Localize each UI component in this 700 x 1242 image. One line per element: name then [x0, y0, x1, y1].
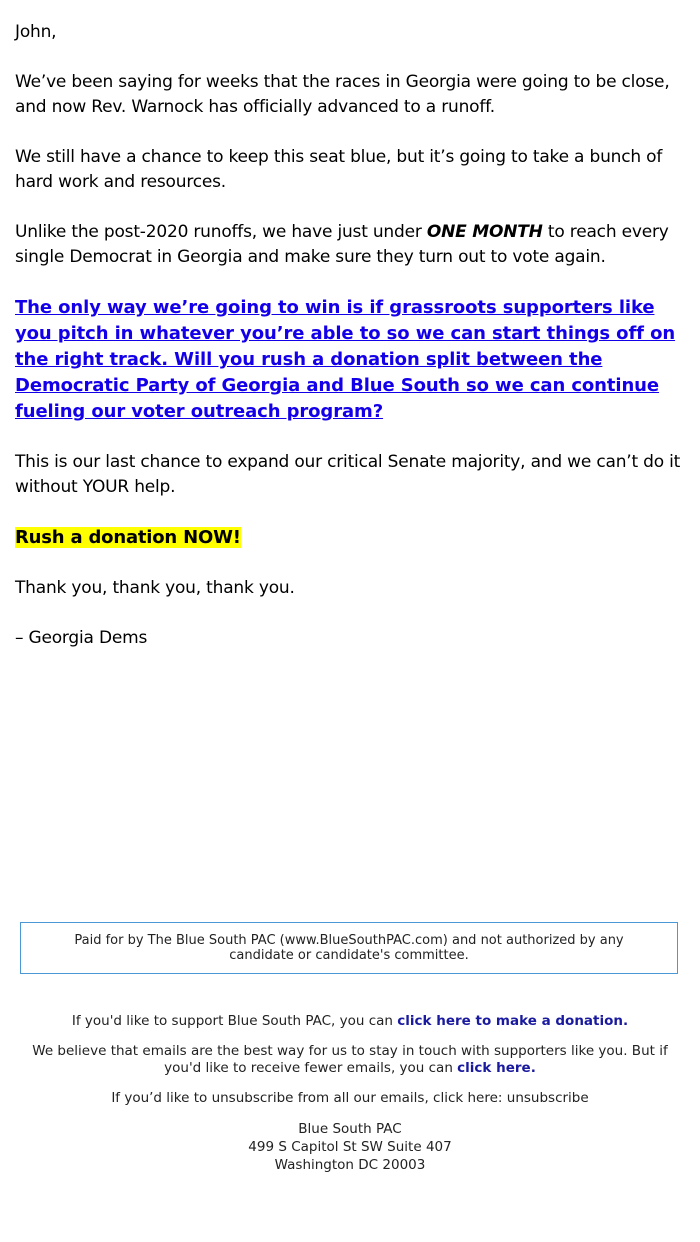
disclaimer-text: Paid for by The Blue South PAC (www.BlueSouthPAC.com) and not authorized by any candidate or candidate's committee.: [74, 933, 624, 963]
email-body: [15, 20, 685, 676]
unsubscribe-link[interactable]: unsubscribe: [506, 1090, 589, 1106]
thanks-line: Thank you, thank you, thank you.: [15, 578, 295, 598]
make-donation-link[interactable]: click here to make a donation.: [397, 1013, 629, 1029]
paid-for-disclaimer: [20, 922, 678, 974]
fewer-emails-text: We believe that emails are the best way for us to stay in touch with supporters like you. But if you'd like to receive fewer emails, you can: [32, 1043, 668, 1076]
mailing-address: [20, 1120, 680, 1174]
support-line: [20, 1013, 680, 1030]
rush-donation-highlight: Rush a donation NOW!: [15, 527, 241, 548]
paragraph-one-month-start: Unlike the post-2020 runoffs, we have just under: [15, 222, 427, 242]
paragraph-keep-seat-blue: We still have a chance to keep this seat blue, but it’s going to take a bunch of hard work and resources.: [15, 147, 663, 192]
paragraph-runoff: We’ve been saying for weeks that the races in Georgia were going to be close, and now Rev. Warnock has officially advanced to a runoff.: [15, 72, 670, 117]
unsubscribe-text: If you’d like to unsubscribe from all our emails, click here:: [111, 1090, 507, 1106]
paragraph-one-month-end: to reach every single Democrat in Georgia and make sure they turn out to vote again.: [15, 222, 669, 267]
org-name: Blue South PAC: [298, 1121, 402, 1137]
fewer-emails-link[interactable]: click here.: [457, 1060, 536, 1076]
paragraph-one-month: [15, 220, 685, 270]
support-text: If you'd like to support Blue South PAC, you can: [71, 1013, 398, 1029]
one-month-emphasis: ONE MONTH: [426, 222, 543, 242]
paragraph-senate-majority: This is our last chance to expand our critical Senate majority, and we can’t do it without YOUR help.: [15, 452, 681, 497]
unsubscribe-line: [20, 1090, 680, 1107]
greeting: John,: [15, 22, 57, 42]
cta-paragraph: [15, 295, 685, 425]
email-footer: [20, 1013, 680, 1174]
fewer-emails-line: [20, 1043, 680, 1077]
address-street: 499 S Capitol St SW Suite 407: [248, 1139, 452, 1155]
rush-donation-paragraph: [15, 525, 685, 551]
signature: – Georgia Dems: [15, 628, 148, 648]
address-city: Washington DC 20003: [274, 1157, 426, 1173]
donation-cta-link[interactable]: The only way we’re going to win is if grassroots supporters like you pitch in whatever you’re able to so we can start things off on the right track. Will you rush a donation split between the Democratic Party of Georgia and Blue South so we can continue fueling our voter outreach program?: [15, 297, 676, 422]
